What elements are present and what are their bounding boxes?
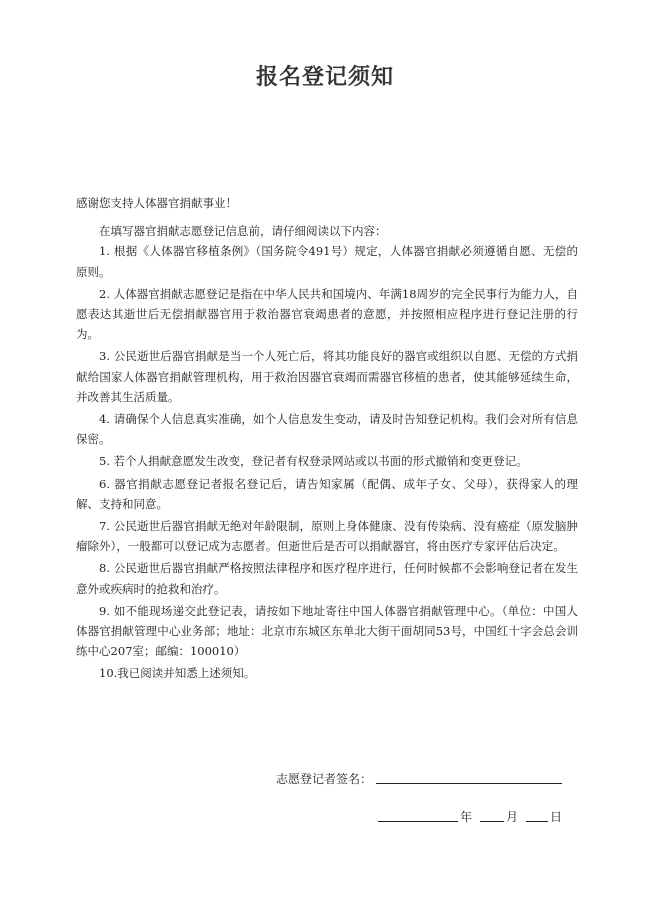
notice-body	[76, 193, 578, 686]
notice-item-7: 7. 公民逝世后器官捐献无绝对年龄限制，原则上身体健康、没有传染病、没有癌症（原发脑肿瘤除外），一般都可以登记成为志愿者。但逝世后是否可以捐献器官，将由医疗专家评估后决定。	[76, 519, 578, 554]
notice-item-3: 3. 公民逝世后器官捐献是当一个人死亡后，将其功能良好的器官或组织以自愿、无偿的方式捐献给国家人体器官捐献管理机构，用于救治因器官衰竭而需器官移植的患者，使其能够延续生命，并改善其生活质量。	[76, 349, 578, 404]
notice-item-1: 1. 根据《人体器官移植条例》（国务院令491号）规定，人体器官捐献必须遵循自愿、无偿的原则。	[76, 244, 578, 279]
notice-item-4: 4. 请确保个人信息真实准确，如个人信息发生变动，请及时告知登记机构。我们会对所有信息保密。	[76, 412, 578, 447]
notice-item-6: 6. 器官捐献志愿登记者报名登记后，请告知家属（配偶、成年子女、父母），获得家人的理解、支持和同意。	[76, 476, 578, 511]
signature-field[interactable]	[376, 782, 562, 784]
signature-label: 志愿登记者签名：	[276, 772, 373, 786]
page-title: 报名登记须知	[255, 64, 394, 90]
greeting-text: 感谢您支持人体器官捐献事业！	[76, 196, 237, 210]
notice-item-9: 9. 如不能现场递交此登记表，请按如下地址寄往中国人体器官捐献管理中心。（单位：中国人体器官捐献管理中心业务部；地址：北京市东城区东单北大街干面胡同53号，中国红十字会总会训练中心207室；邮编：100010）	[76, 603, 578, 659]
notice-item-10: 10.我已阅读并知悉上述须知。	[99, 666, 256, 681]
day-label: 日	[550, 810, 563, 824]
year-field[interactable]	[378, 820, 458, 822]
notice-item-5: 5. 若个人捐献意愿发生改变，登记者有权登录网站或以书面的形式撤销和变更登记。	[99, 454, 528, 469]
date-row	[378, 808, 564, 825]
notice-item-2: 2. 人体器官捐献志愿登记是指在中华人民共和国境内、年满18周岁的完全民事行为能力人，自愿表达其逝世后无偿捐献器官用于救治器官衰竭患者的意愿，并按照相应程序进行登记注册的行为。	[76, 286, 578, 342]
notice-item-8: 8. 公民逝世后器官捐献严格按照法律程序和医疗程序进行，任何时候都不会影响登记者在发生意外或疾病时的抢救和治疗。	[76, 561, 578, 596]
day-field[interactable]	[526, 820, 548, 822]
month-field[interactable]	[480, 820, 504, 822]
signature-row	[276, 770, 562, 787]
month-label: 月	[506, 810, 519, 824]
intro-text: 在填写器官捐献志愿登记信息前，请仔细阅读以下内容：	[99, 224, 387, 239]
year-label: 年	[460, 810, 473, 824]
